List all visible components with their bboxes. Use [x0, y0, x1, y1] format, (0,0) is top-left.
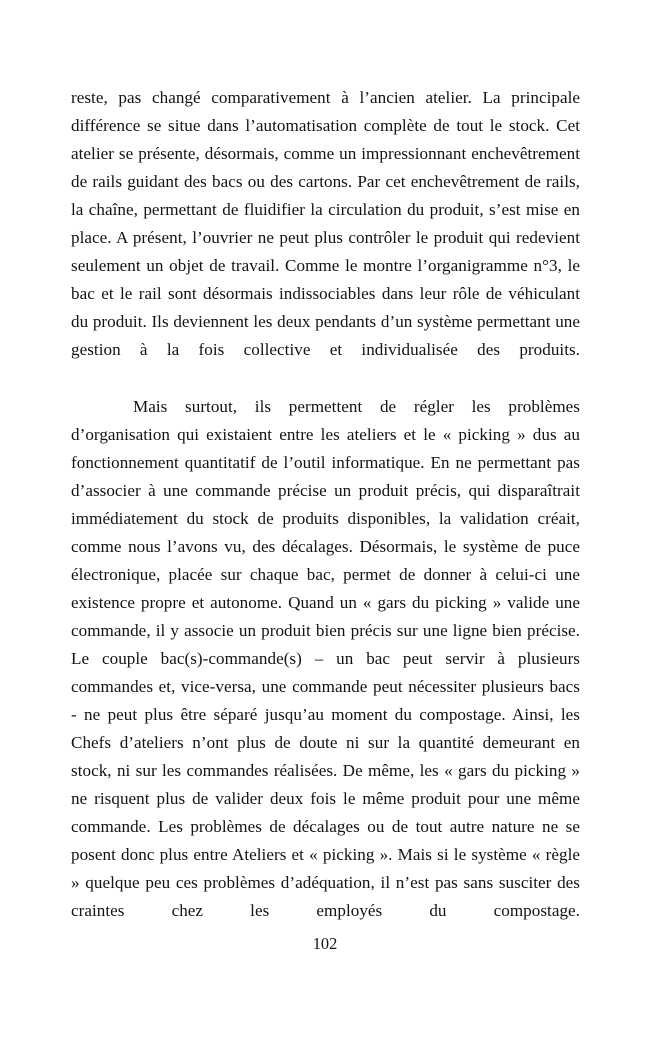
body-paragraph-2: Mais surtout, ils permettent de régler les problèmes d’organisation qui existaient entre les ateliers et le « picking » dus au fonctionnement quantitatif de l’outil informatique. En ne permettant pas d’associer à une commande précise un produit précis, qui disparaîtrait immédiatement du stock de produits disponibles, la validation créait, comme nous l’avons vu, des décalages. Désormais, le système de puce électronique, placée sur chaque bac, permet de donner à celui-ci une existence propre et autonome. Quand un « gars du picking » valide une commande, il y associe un produit bien précis sur une ligne bien précise. Le couple bac(s)-commande(s) – un bac peut servir à plusieurs commandes et, vice-versa, une commande peut nécessiter plusieurs bacs - ne peut plus être séparé jusqu’au moment du compostage. Ainsi, les Chefs d’ateliers n’ont plus de doute ni sur la quantité demeurant en stock, ni sur les commandes réalisées. De même, les « gars du picking » ne risquent plus de valider deux fois le même produit pour une même commande. Les problèmes de décalages ou de tout autre nature ne se posent donc plus entre Ateliers et « picking ». Mais si le système « règle » quelque peu ces problèmes d’adéquation, il n’est pas sans susciter des craintes chez les employés du compostage.	[71, 396, 580, 921]
page-number: 102	[312, 934, 338, 953]
body-paragraph-1: reste, pas changé comparativement à l’ancien atelier. La principale différence se situe dans l’automatisation complète de tout le stock. Cet atelier se présente, désormais, comme un impressionnant enchevêtrement de rails guidant des bacs ou des cartons. Par cet enchevêtrement de rails, la chaîne, permettant de fluidifier la circulation du produit, s’est mise en place. A présent, l’ouvrier ne peut plus contrôler le produit qui redevient seulement un objet de travail. Comme le montre l’organigramme n°3, le bac et le rail sont désormais indissociables dans leur rôle de véhiculant du produit. Ils deviennent les deux pendants d’un système permettant une gestion à la fois collective et individualisée des produits.	[71, 88, 580, 360]
page-text-block	[71, 84, 580, 953]
